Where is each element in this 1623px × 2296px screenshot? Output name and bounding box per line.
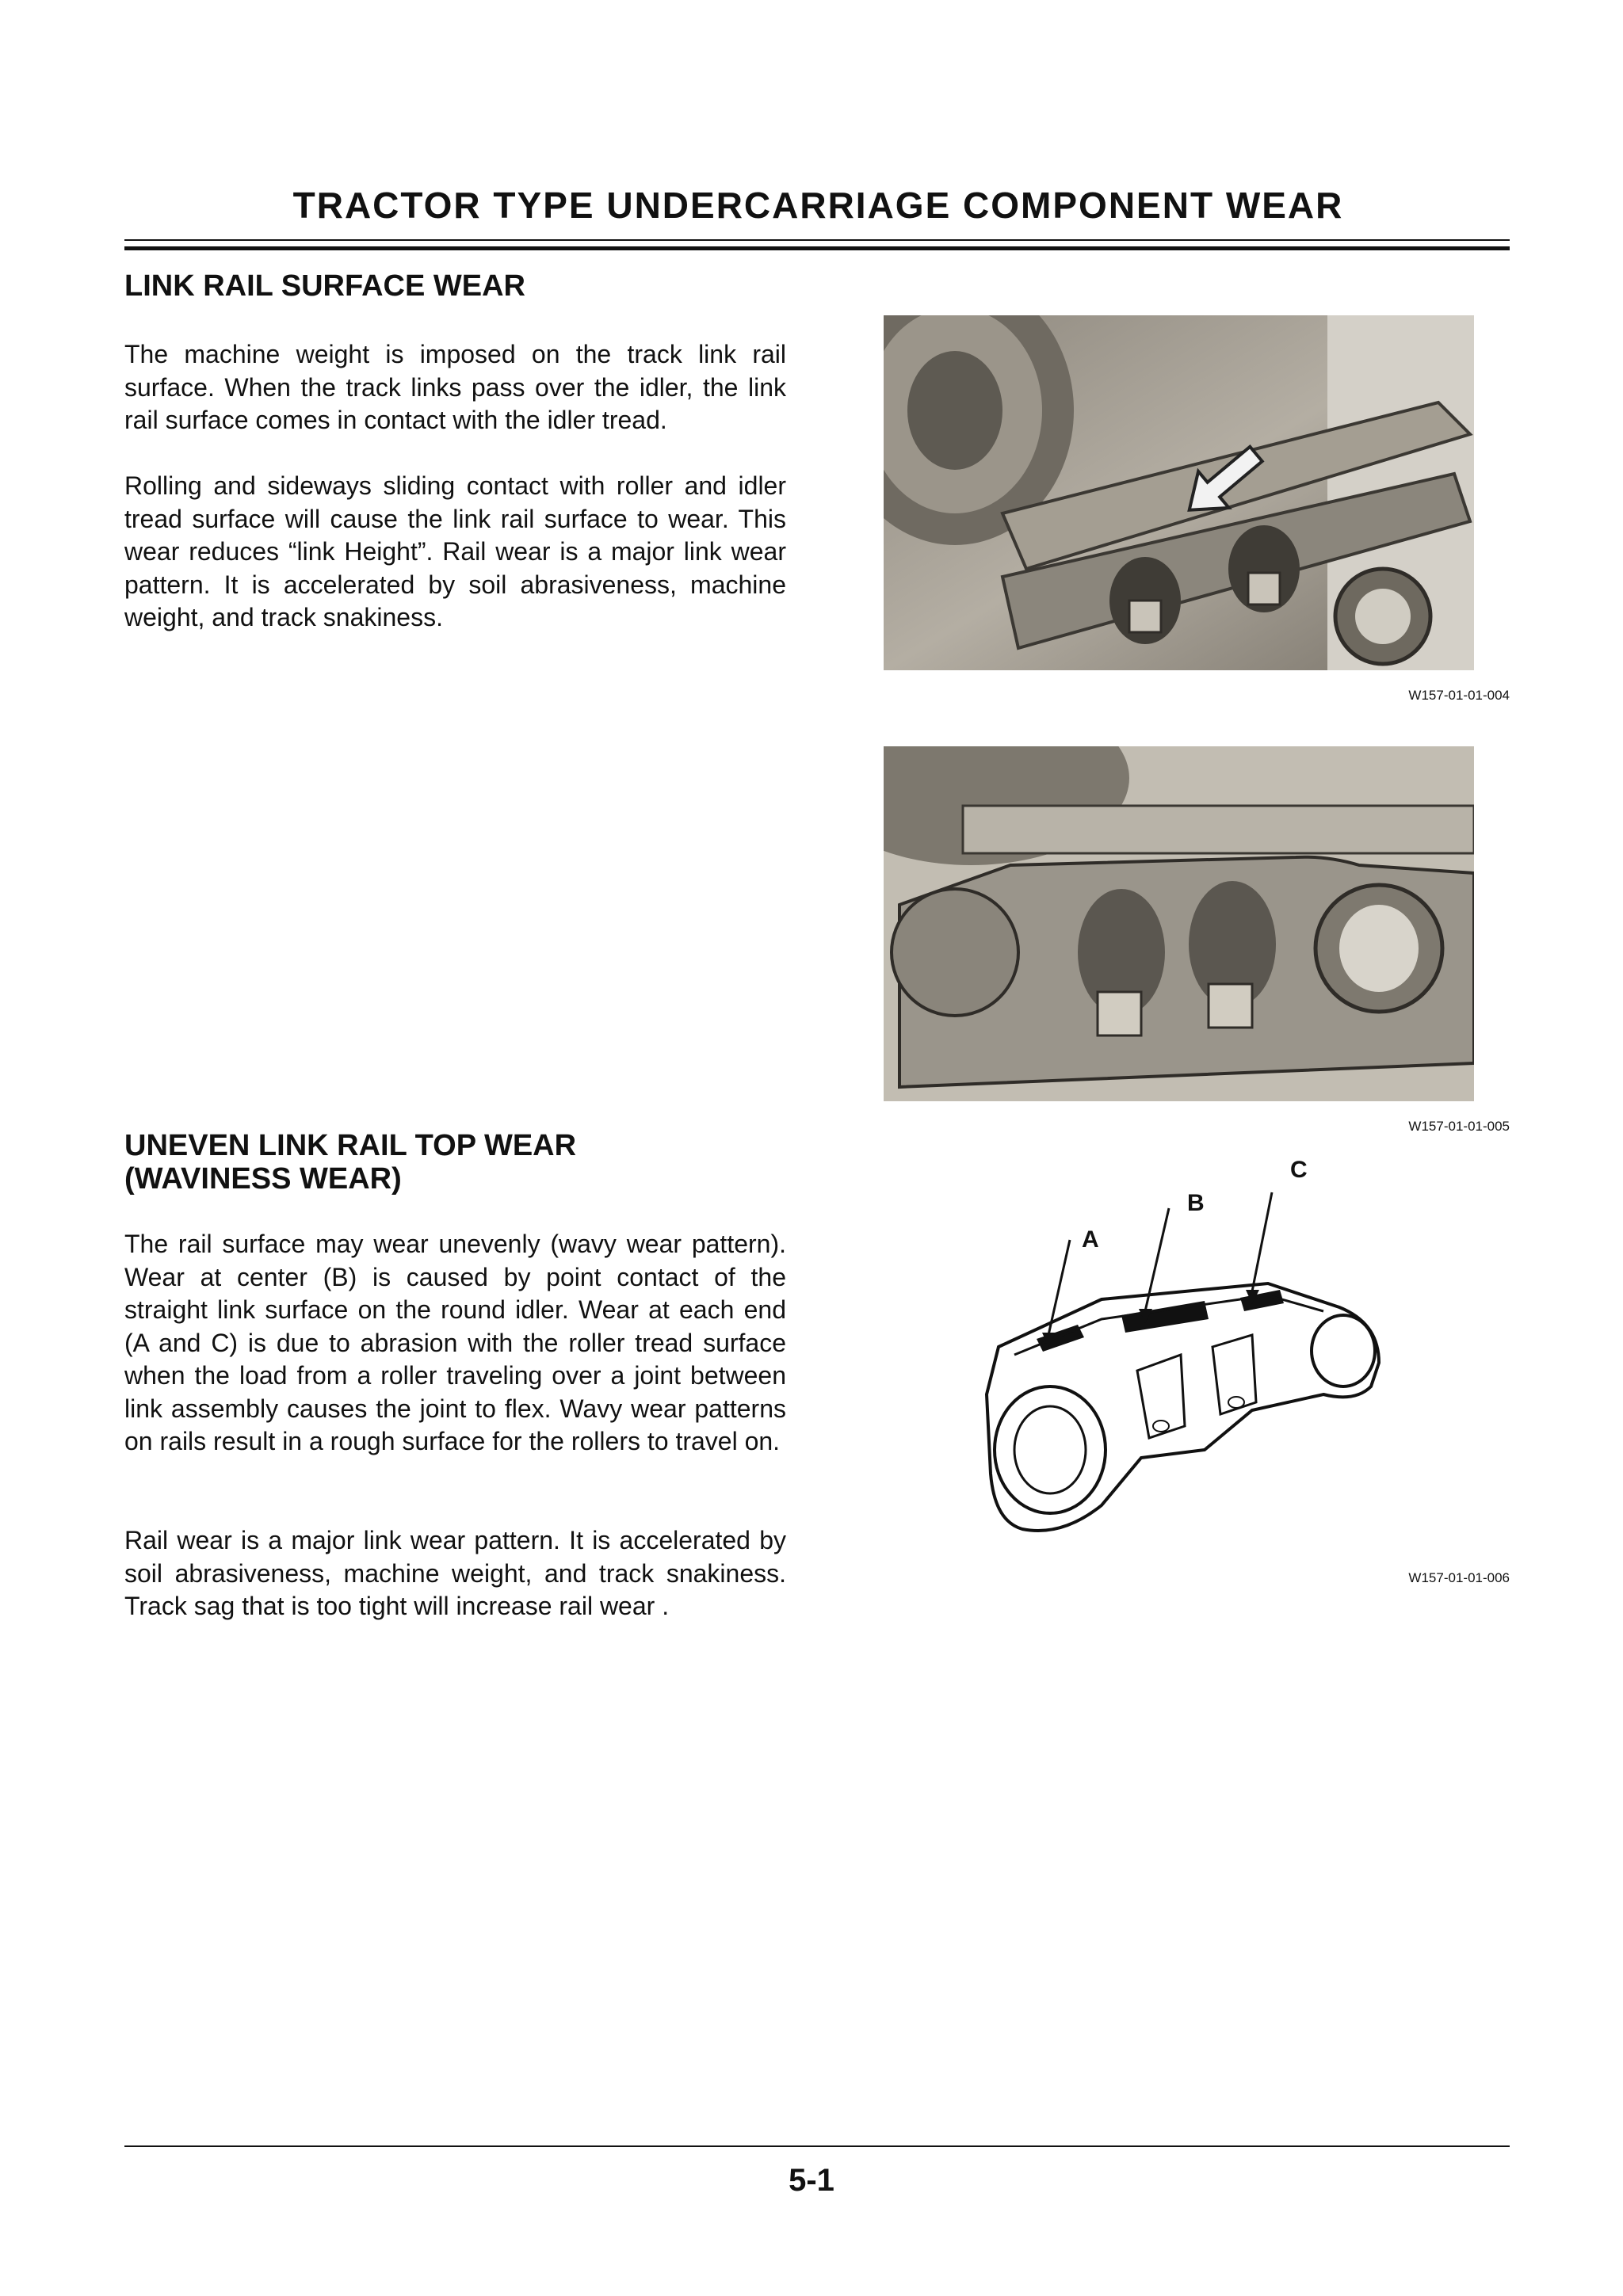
link-wear-diagram bbox=[967, 1157, 1395, 1553]
footer-rule bbox=[124, 2145, 1510, 2147]
figure-caption: W157-01-01-005 bbox=[1408, 1119, 1510, 1134]
label-c: C bbox=[1290, 1157, 1308, 1183]
figure-caption: W157-01-01-006 bbox=[1408, 1570, 1510, 1585]
paragraph: Rail wear is a major link wear pattern. It is accelerated by soil abrasiveness, machine weight, and track snakiness. Track sag that is too tight will increase rail wear . bbox=[124, 1526, 786, 1620]
label-a: A bbox=[1082, 1226, 1099, 1253]
label-b: B bbox=[1187, 1190, 1205, 1216]
page-title: TRACTOR TYPE UNDERCARRIAGE COMPONENT WEAR bbox=[292, 185, 1344, 226]
section-heading-link-rail-surface-wear: LINK RAIL SURFACE WEAR bbox=[124, 269, 525, 303]
section-heading-uneven-link-rail bbox=[124, 1129, 576, 1196]
heading-line: UNEVEN LINK RAIL TOP WEAR bbox=[124, 1129, 577, 1162]
figure-caption: W157-01-01-004 bbox=[1408, 688, 1510, 703]
heading-line: (WAVINESS WEAR) bbox=[124, 1162, 402, 1196]
paragraph: The machine weight is imposed on the track link rail surface. When the track links pass over the idler, the link rail surface comes in contact with the idler tread. bbox=[124, 340, 786, 434]
header-rule-thin bbox=[124, 239, 1510, 241]
page-number: 5-1 bbox=[789, 2163, 834, 2198]
link-rail-wear-photo bbox=[884, 315, 1474, 670]
header-rule-thick bbox=[124, 246, 1510, 250]
paragraph: The rail surface may wear unevenly (wavy wear pattern). Wear at center (B) is caused by point contact of the straight link surface on the round idler. Wear at each end (A and C) is due to abrasion with the roller tread surface when the load from a roller traveling over a joint between link assembly causes the joint to flex. Wavy wear patterns on rails result in a rough surface for the rollers to travel on. bbox=[124, 1230, 786, 1455]
paragraph: Rolling and sideways sliding contact with roller and idler tread surface will cause the link rail surface to wear. This wear reduces “link Height”. Rail wear is a major link wear pattern. It is accelerated by soil abrasiveness, machine weight, and track snakiness. bbox=[124, 471, 786, 631]
straight-edge-photo bbox=[884, 746, 1474, 1101]
